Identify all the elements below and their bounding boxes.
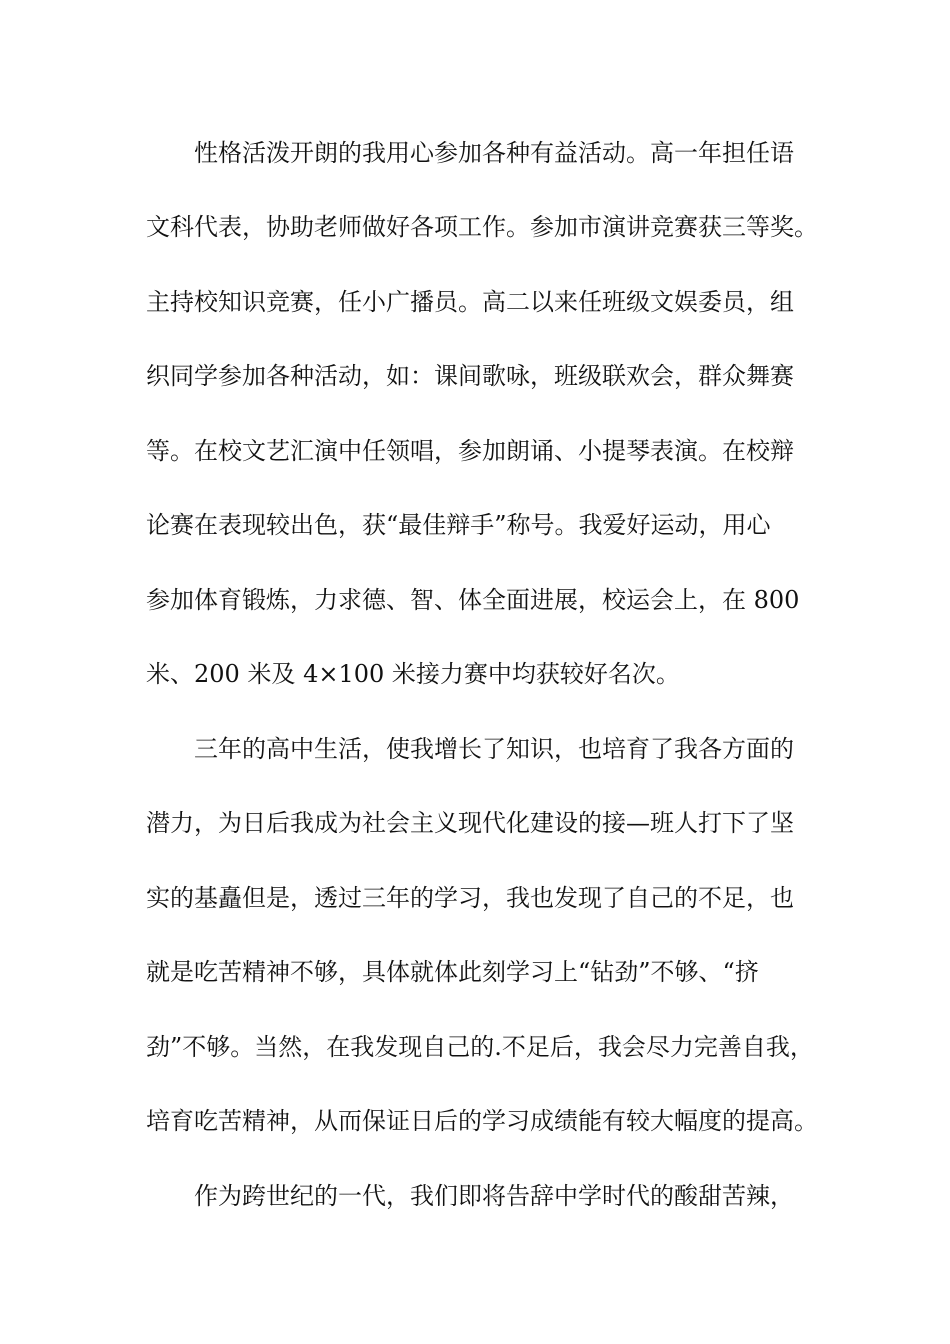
paragraph-1-line-5: 等。在校文艺汇演中任领唱，参加朗诵、小提琴表演。在校辩 — [146, 437, 794, 465]
paragraph-3-line-1: 作为跨世纪的一代，我们即将告辞中学时代的酸甜苦辣， — [194, 1182, 794, 1210]
paragraph-1-line-6: 论赛在表现较出色，获“最佳辩手”称号。我爱好运动，用心 — [146, 511, 771, 539]
paragraph-1-line-8: 米、200 米及 4×100 米接力赛中均获较好名次。 — [146, 660, 680, 688]
paragraph-1-line-7: 参加体育锻炼，力求德、智、体全面进展，校运会上，在 800 — [146, 586, 800, 614]
paragraph-2-line-3: 实的基矗但是，透过三年的学习，我也发现了自己的不足，也 — [146, 884, 794, 912]
paragraph-2-line-6: 培育吃苦精神，从而保证日后的学习成绩能有较大幅度的提高。 — [146, 1107, 818, 1135]
paragraph-2-line-5: 劲”不够。当然，在我发现自己的.不足后，我会尽力完善自我， — [146, 1033, 814, 1061]
paragraph-2-line-4: 就是吃苦精神不够，具体就体此刻学习上“钻劲”不够、“挤 — [146, 958, 759, 986]
paragraph-1-line-2: 文科代表，协助老师做好各项工作。参加市演讲竞赛获三等奖。 — [146, 213, 818, 241]
paragraph-1-line-3: 主持校知识竞赛，任小广播员。高二以来任班级文娱委员，组 — [146, 288, 794, 316]
paragraph-1-line-1: 性格活泼开朗的我用心参加各种有益活动。高一年担任语 — [194, 139, 794, 167]
paragraph-2-line-1: 三年的高中生活，使我增长了知识，也培育了我各方面的 — [194, 735, 794, 763]
paragraph-1-line-4: 织同学参加各种活动，如：课间歌咏，班级联欢会，群众舞赛 — [146, 362, 794, 390]
paragraph-2-line-2: 潜力，为日后我成为社会主义现代化建设的接—班人打下了坚 — [146, 809, 794, 837]
